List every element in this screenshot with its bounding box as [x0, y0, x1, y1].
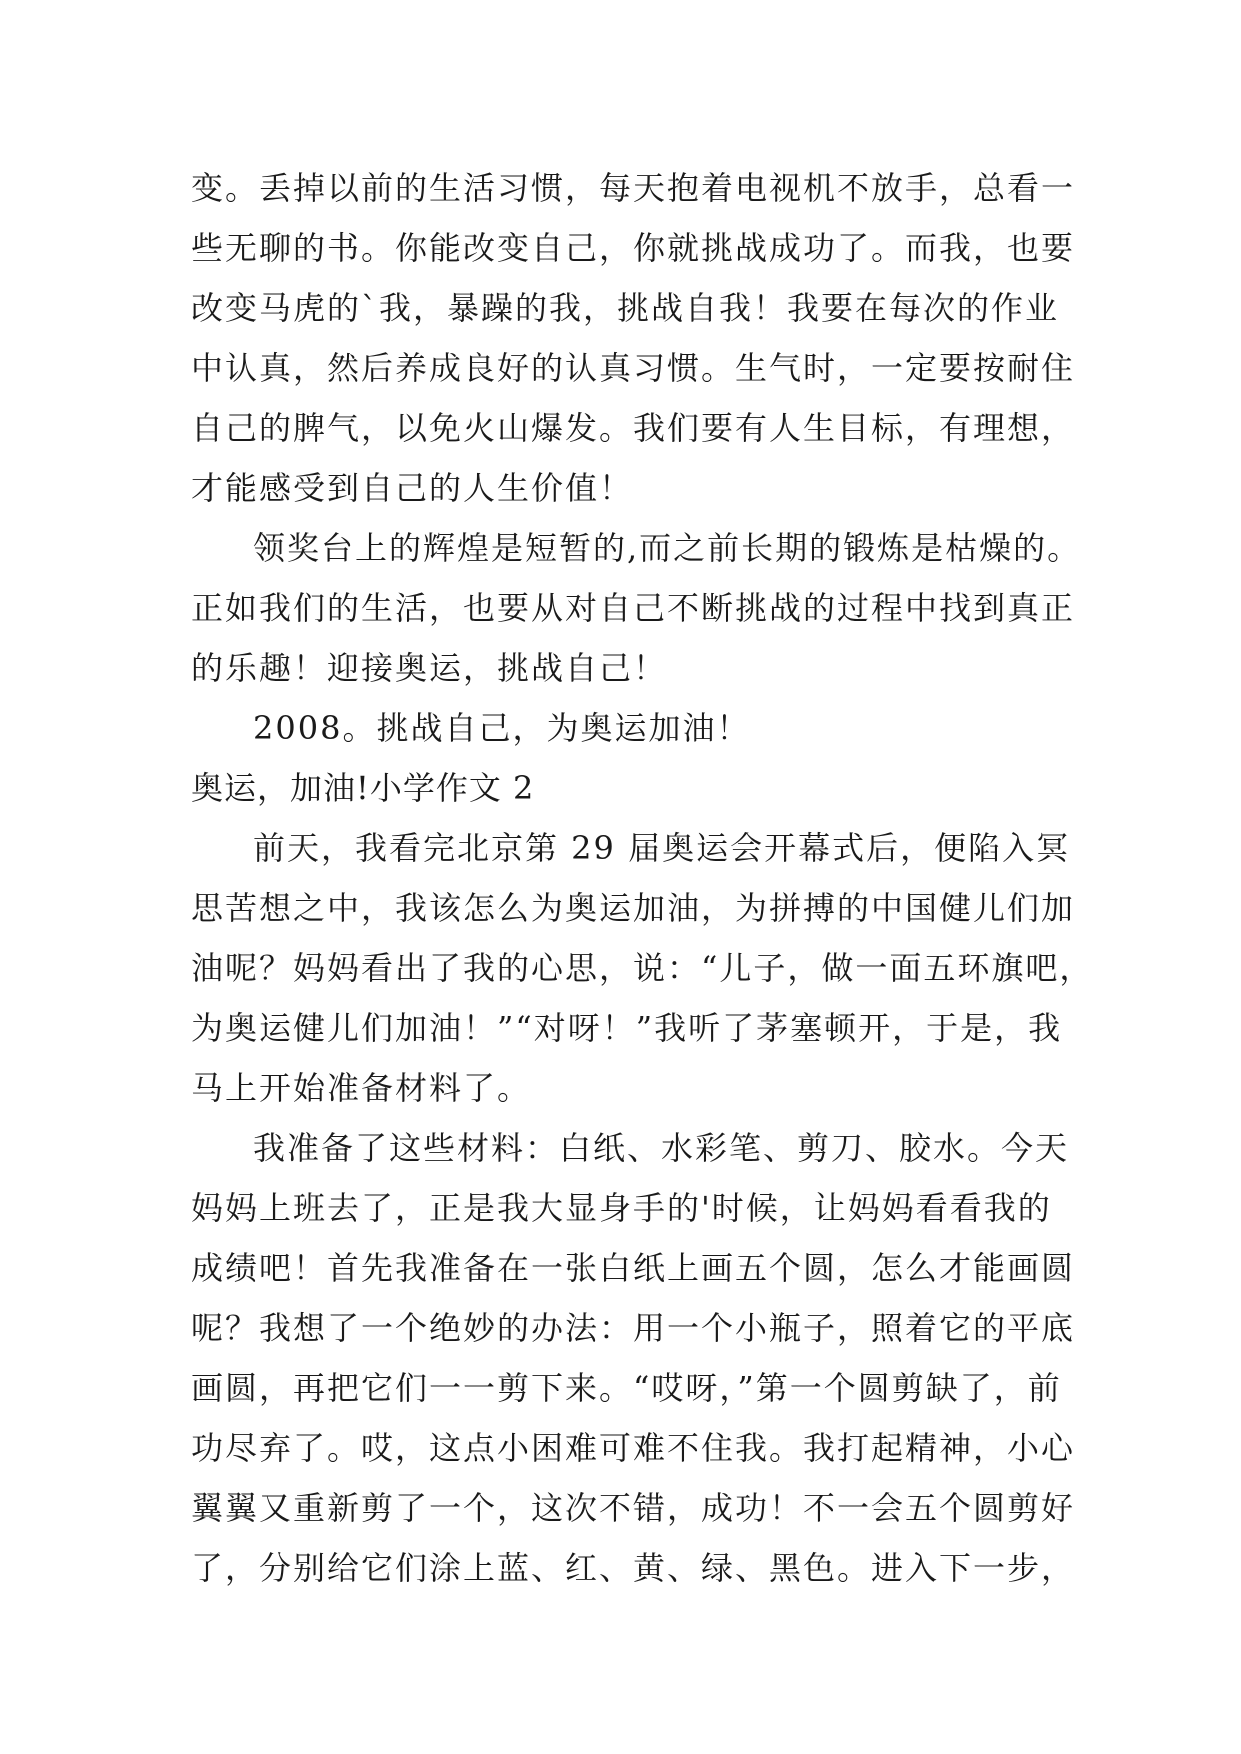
- text-line: 马上开始准备材料了。: [191, 1069, 532, 1107]
- paragraph: [191, 158, 1076, 518]
- text-line: 些无聊的书。你能改变自己，你就挑战成功了。而我，也要: [191, 229, 1076, 267]
- text-column: [191, 158, 1094, 1598]
- text-line: 改变马虎的`我，暴躁的我，挑战自我！我要在每次的作业: [191, 289, 1060, 327]
- text-line: 翼翼又重新剪了一个，这次不错，成功！不一会五个圆剪好: [191, 1489, 1076, 1527]
- text-line: 成绩吧！首先我准备在一张白纸上画五个圆，怎么才能画圆: [191, 1249, 1076, 1287]
- text-line: 正如我们的生活，也要从对自己不断挑战的过程中找到真正: [191, 589, 1076, 627]
- text-line: 了，分别给它们涂上蓝、红、黄、绿、黑色。进入下一步，: [191, 1549, 1076, 1587]
- text-line: 呢？我想了一个绝妙的办法：用一个小瓶子，照着它的平底: [191, 1309, 1076, 1347]
- text-line: 自己的脾气，以免火山爆发。我们要有人生目标，有理想，: [191, 409, 1076, 447]
- text-line: 思苦想之中，我该怎么为奥运加油，为拼搏的中国健儿们加: [191, 889, 1076, 927]
- text-line: 的乐趣！迎接奥运，挑战自己！: [191, 649, 668, 687]
- text-line: 领奖台上的辉煌是短暂的,而之前长期的锻炼是枯燥的。: [253, 529, 1082, 567]
- text-line: 为奥运健儿们加油！”“对呀！”我听了茅塞顿开，于是，我: [191, 1009, 1063, 1047]
- text-line: 中认真，然后养成良好的认真习惯。生气时，一定要按耐住: [191, 349, 1076, 387]
- paragraph: [191, 518, 1082, 698]
- paragraph: [191, 1118, 1076, 1598]
- paragraph: [191, 818, 1094, 1118]
- text-line: 画圆，再把它们一一剪下来。“哎呀，”第一个圆剪缺了，前: [191, 1369, 1062, 1407]
- text-line: 油呢？妈妈看出了我的心思，说：“儿子，做一面五环旗吧，: [191, 949, 1094, 987]
- text-line: 前天，我看完北京第 29 届奥运会开幕式后，便陷入冥: [253, 829, 1071, 867]
- essay-title: 奥运，加油!小学作文 2: [191, 769, 535, 807]
- text-line: 才能感受到自己的人生价值！: [191, 469, 634, 507]
- paragraph: [191, 698, 1071, 758]
- text-line: 功尽弃了。哎，这点小困难可难不住我。我打起精神，小心: [191, 1429, 1076, 1467]
- text-line: 妈妈上班去了，正是我大显身手的'时候，让妈妈看看我的: [191, 1189, 1052, 1227]
- text-line: 变。丢掉以前的生活习惯，每天抱着电视机不放手，总看一: [191, 169, 1076, 207]
- text-line: 2008。挑战自己，为奥运加油！: [253, 709, 751, 747]
- text-line: 我准备了这些材料：白纸、水彩笔、剪刀、胶水。今天: [253, 1129, 1070, 1167]
